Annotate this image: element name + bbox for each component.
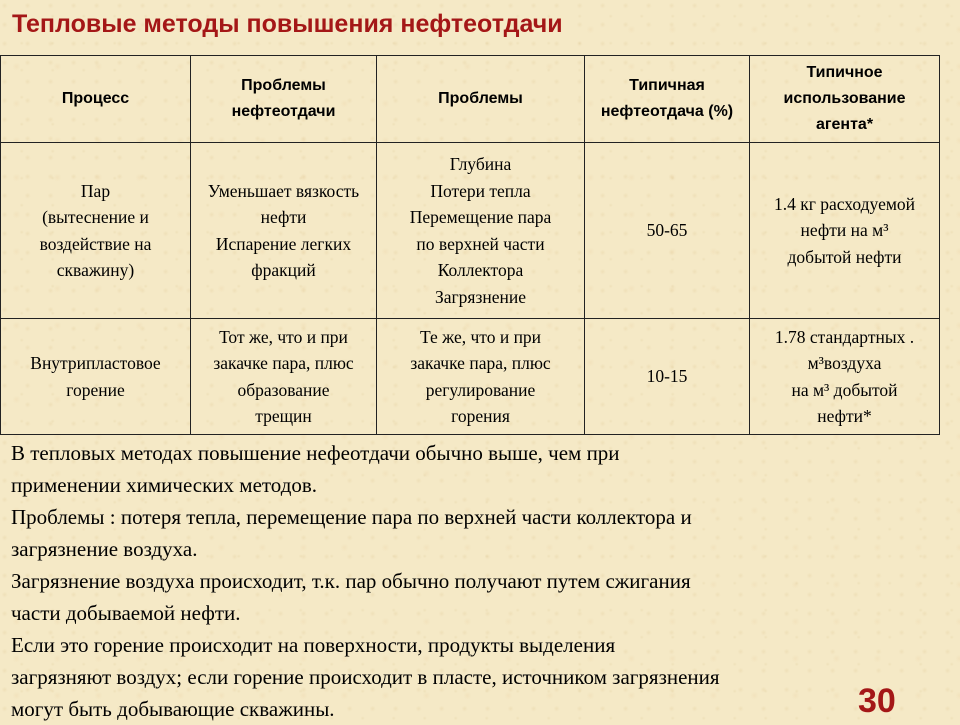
header-agent-usage: Типичное использование агента* [750,56,940,143]
cell-typical-recovery: 10-15 [585,319,750,435]
cell-problems: Глубина Потери тепла Перемещение пара по верхней части Коллектора Загрязнение [377,143,585,319]
cell-recovery-problems: Уменьшает вязкость нефти Испарение легких фракций [191,143,377,319]
page-title: Тепловые методы повышения нефтеотдачи [12,10,563,38]
table-header-row [1,56,940,143]
paragraph-problems: Проблемы : потеря тепла, перемещение пара по верхней части коллектора и загрязнение воздуха. [11,505,692,561]
body-text [11,437,936,725]
header-recovery-problems: Проблемы нефтеотдачи [191,56,377,143]
methods-table [0,55,940,435]
paragraph-comparison: В тепловых методах повышение нефеотдачи обычно выше, чем при применении химических методов. [11,441,620,497]
header-problems: Проблемы [377,56,585,143]
cell-process: Внутрипластовое горение [1,319,191,435]
header-typical-recovery: Типичная нефтеотдача (%) [585,56,750,143]
paragraph-air-pollution: Загрязнение воздуха происходит, т.к. пар обычно получают путем сжигания части добываемой нефти. [11,569,691,625]
cell-typical-recovery: 50-65 [585,143,750,319]
page-number: 30 [858,682,896,720]
table-row-in-situ-combustion [1,319,940,435]
cell-problems: Те же, что и при закачке пара, плюс регулирование горения [377,319,585,435]
cell-recovery-problems: Тот же, что и при закачке пара, плюс образование трещин [191,319,377,435]
table-row-steam [1,143,940,319]
header-process: Процесс [1,56,191,143]
paragraph-combustion-location: Если это горение происходит на поверхности, продукты выделения загрязняют воздух; если горение происходит в пласте, источником загрязнения могут быть добывающие скважины. [11,633,720,721]
cell-agent-usage: 1.4 кг расходуемой нефти на м³ добытой нефти [750,143,940,319]
cell-agent-usage: 1.78 стандартных . м³воздуха на м³ добытой нефти* [750,319,940,435]
cell-process: Пар (вытеснение и воздействие на скважину) [1,143,191,319]
